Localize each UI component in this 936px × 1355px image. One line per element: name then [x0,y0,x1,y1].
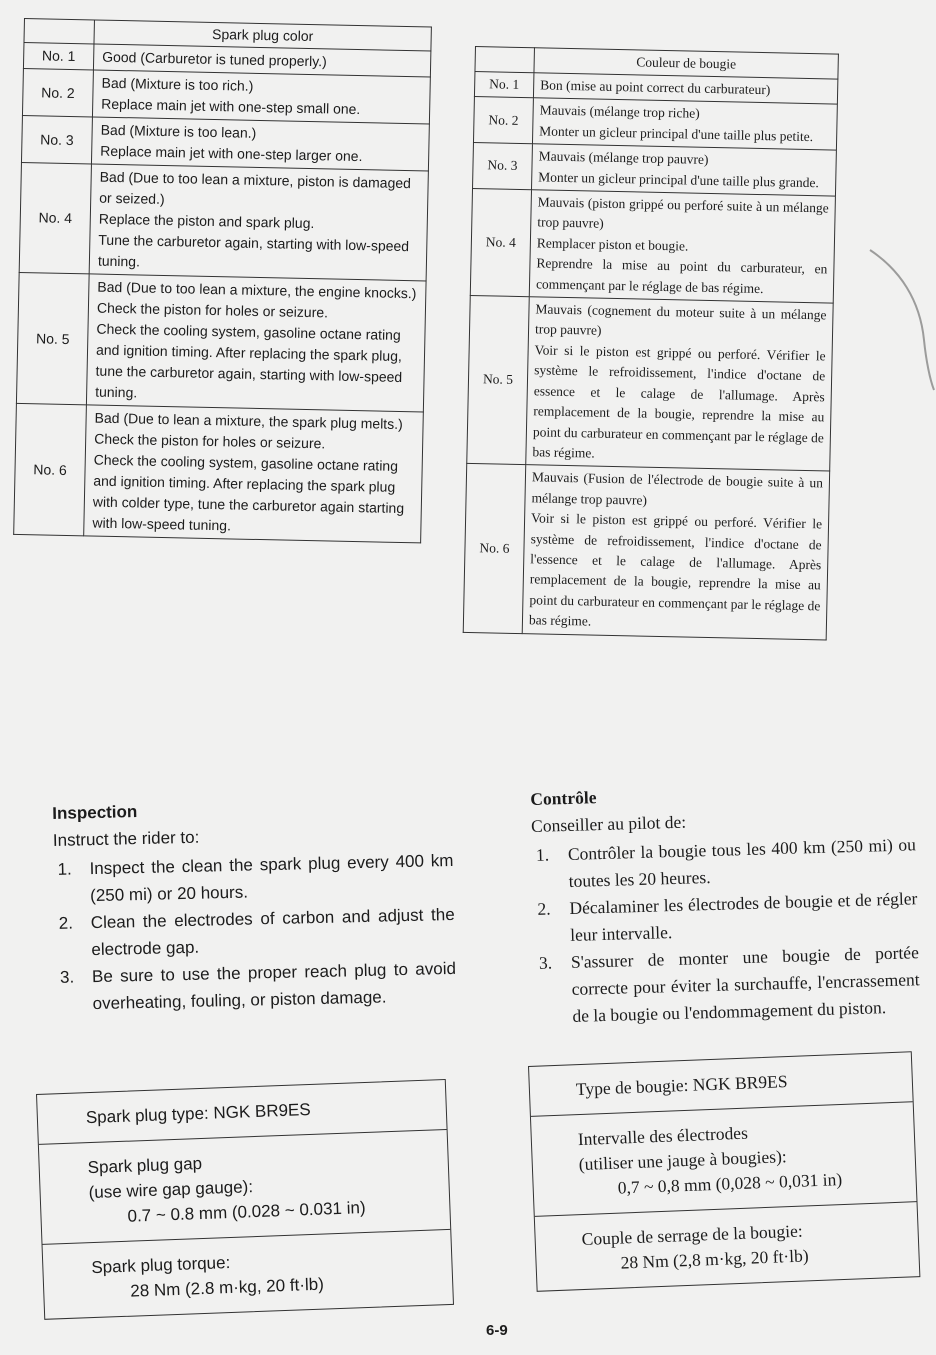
table-row [19,162,428,280]
row-number: No. 5 [467,296,530,465]
row-line: Mauvais (mélange trop pauvre) [538,148,709,168]
row-number: No. 4 [470,189,531,297]
step-number: 2. [58,913,74,933]
spark-plug-color-table-fr [463,46,839,640]
row-description [529,190,835,303]
row-line: Monter un gicleur principal d'une taille plus petite. [539,123,814,144]
row-number: No. 5 [16,272,89,404]
row-line: Check the cooling system, gasoline octane rating and ignition timing. After replacing the spark plug with colder type, tune the carburetor again starting with low-speed tuning. [92,451,405,534]
inspection-steps [53,847,457,1018]
row-description [89,164,428,281]
table-row [473,143,837,196]
inspection-section-fr [530,775,921,1031]
inspection-section-en [52,791,457,1018]
table-header: Spark plug color [94,20,431,51]
row-line: Reprendre la mise au point du carburateur, en commençant par le réglage de bas régime. [535,255,828,296]
row-line: Replace main jet with one-step larger one. [100,142,363,165]
table-row [463,464,829,640]
row-line: Bad (Due to lean a mixture, the spark plug melts.) [94,409,403,433]
row-line: Replace the piston and spark plug. [98,210,315,232]
spark-plug-color-table-en [13,18,432,543]
torque-value: 28 Nm (2.8 m·kg, 20 ft·lb) [129,1274,325,1301]
row-line: Check the piston for holes or seizure. [94,430,326,452]
row-line: Bon (mise au point correct du carburateur) [540,77,771,98]
row-number: No. 6 [463,464,526,633]
spark-plug-type: Spark plug type: NGK BR9ES [85,1099,311,1128]
page-number: 6-9 [486,1322,508,1339]
section-title: Inspection [52,802,138,823]
row-description [522,465,829,640]
step-text: Inspect the clean the spark plug every 400 km (250 mi) or 20 hours. [89,850,454,906]
table-row [473,97,837,150]
table-row [16,272,426,411]
step-number: 1. [57,859,72,879]
row-number: No. 1 [23,43,94,70]
step-number: 2. [537,898,551,919]
gap-label: Intervalle des électrodes [577,1122,749,1150]
table-row [14,403,424,542]
step-text: Be sure to use the proper reach plug to avoid overheating, fouling, or piston damage. [91,958,457,1014]
step-text: Contrôler la bougie tous les 400 km (250 mi) ou toutes les 20 heures. [567,834,917,891]
list-item [53,847,454,910]
section-intro: Conseiller au pilot de: [530,811,687,836]
row-line: Bad (Due to too lean a mixture, the engine knocks.) [97,278,417,302]
gap-label: Spark plug gap [87,1153,203,1178]
list-item [56,955,457,1018]
gap-value: 0.7 ~ 0.8 mm (0.028 ~ 0.031 in) [127,1198,366,1226]
header-blank-cell [24,19,94,44]
row-line: Monter un gicleur principal d'une taille plus grande. [538,168,819,190]
row-line: Bad (Mixture is too rich.) [101,74,254,94]
row-number: No. 3 [21,115,92,163]
row-number: No. 1 [474,72,534,99]
row-line: Mauvais (Fusion de l'électrode de bougie suite à un mélange trop pauvre) [531,469,824,508]
row-number: No. 2 [473,97,533,144]
table-row [467,296,833,472]
step-number: 3. [538,952,553,973]
table-row [22,68,430,124]
spec-gap-row [39,1129,450,1244]
row-line: Check the piston for holes or seizure. [96,299,329,321]
row-line: Good (Carburetor is tuned properly.) [102,48,327,70]
table-row [470,189,835,304]
section-intro: Instruct the rider to: [52,827,200,850]
spec-gap-row [531,1101,917,1216]
gap-note: (use wire gap gauge): [88,1177,254,1203]
table-row [21,115,429,171]
table-header: Couleur de bougie [534,48,838,79]
spark-plug-spec-box-fr [528,1051,920,1292]
header-blank-cell [475,47,535,73]
inspection-steps [532,831,921,1031]
spark-plug-spec-box-en [36,1079,454,1320]
spec-torque-row [535,1201,920,1291]
torque-label: Couple de serrage de la bougie: [581,1220,804,1250]
list-item [54,901,455,964]
row-line: Replace main jet with one-step small one. [101,95,361,118]
row-line: Tune the carburetor again, starting with low-speed tuning. [97,231,410,270]
row-number: No. 3 [473,143,533,190]
row-line: Check the cooling system, gasoline octane rating and ignition timing. After replacing the spark plug, tune the carburetor again, starting with low-speed tuning. [95,320,403,401]
spec-torque-row [42,1229,452,1319]
step-number: 1. [535,844,550,865]
row-description [532,98,837,150]
row-line: Bad (Due to too lean a mixture, piston is damaged or seized.) [99,168,412,207]
row-description [91,117,429,171]
row-number: No. 6 [14,403,87,535]
step-text: Décalaminer les électrodes de bougie et de régler leur intervalle. [569,888,918,945]
torque-label: Spark plug torque: [91,1253,231,1278]
step-text: Clean the electrodes of carbon and adjust the electrode gap. [90,904,455,960]
step-text: S'assurer de monter une bougie de portée correcte pour éviter la surchauffe, l'encrassement de la bougie ou l'endommagement du piston. [570,942,920,1026]
row-line: Remplacer piston et bougie. [536,235,689,254]
step-number: 3. [59,967,75,987]
row-line: Bad (Mixture is too lean.) [100,121,257,141]
row-description [532,144,837,196]
row-description [92,70,430,124]
gap-value: 0,7 ~ 0,8 mm (0,028 ~ 0,031 in) [617,1169,843,1198]
torque-value: 28 Nm (2,8 m·kg, 20 ft·lb) [620,1245,809,1273]
row-description [84,405,424,543]
gap-note: (utiliser une jauge à bougies): [578,1146,788,1175]
row-number: No. 2 [22,68,93,116]
row-line: Voir si le piston est grippé ou perforé. Vérifier le système de refroidissement, l'indice d'octane de l'essence et le calage de l'allumage. Après remplacement de la bougie, reprendre la mise au point du carburateur en commençant par le réglage de bas régime. [528,510,823,629]
pen-mark-scribble [860,240,936,400]
row-description [86,274,426,412]
section-title: Contrôle [530,787,597,809]
row-description [526,297,833,472]
row-line: Mauvais (mélange trop riche) [539,102,700,122]
row-line: Mauvais (cognement du moteur suite à un mélange trop pauvre) [534,301,827,339]
row-number: No. 4 [19,162,91,273]
list-item [535,939,921,1031]
row-line: Voir si le piston est grippé ou perforé. Vérifier le système le refroidissement, l'indice d'octane de essence et le calage de l'allumage. Après remplacement de la bougie, reprendre la mise au point du carburateur en commençant par le réglage de bas régime. [532,342,826,461]
row-line: Mauvais (piston grippé ou perforé suite à un mélange trop pauvre) [537,194,829,232]
spark-plug-type: Type de bougie: NGK BR9ES [575,1071,788,1100]
